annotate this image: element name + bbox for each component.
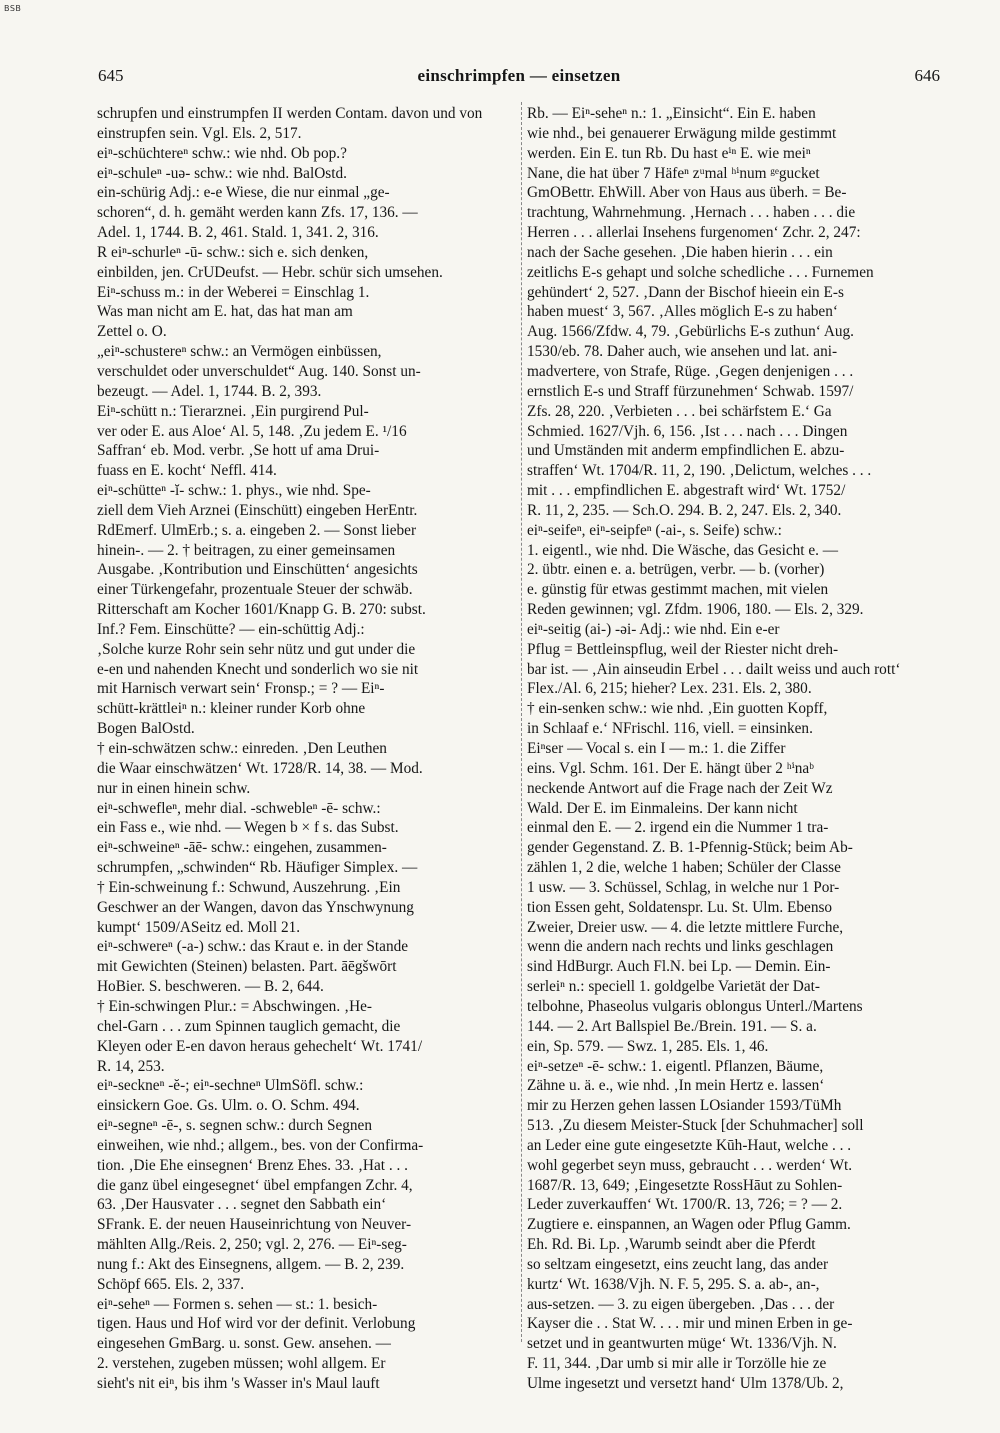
text-line: Rb. — Eiⁿ-seheⁿ n.: 1. „Einsicht“. Ein E. haben xyxy=(527,105,816,122)
text-line: † Ein-schwingen Plur.: = Abschwingen. ‚He- xyxy=(97,997,373,1015)
text-line: „eiⁿ-schustereⁿ schw.: an Vermögen einbüssen, xyxy=(97,343,382,361)
text-line: tigen. Haus und Hof wird vor der definit. Verlobung xyxy=(97,1315,416,1333)
text-line: mit Gewichten (Steinen) belasten. Part. āēgšwōrt xyxy=(97,958,397,976)
text-line: tion Essen geht, Soldatenspr. Lu. St. Ulm. Ebenso xyxy=(527,898,833,916)
text-line: Wald. Der E. im Einmaleins. Der kann nicht xyxy=(527,799,798,817)
text-line: die Waar einschwätzen‘ Wt. 1728/R. 14, 38. — Mod. xyxy=(97,759,423,777)
text-line: Pflug = Bettleinspflug, weil der Riester nicht dreh- xyxy=(527,640,839,658)
text-line: 2. verstehen, zugeben müssen; wohl allgem. Er xyxy=(97,1355,386,1373)
text-line: Aug. 1566/Zfdw. 4, 79. ‚Gebürlichs E-s zuthun‘ Aug. xyxy=(527,323,854,341)
text-line: ernstlich E-s und Straff fürzunehmen‘ Schwab. 1597/ xyxy=(527,382,854,400)
text-line: wohl gegerbet seyn muss, gebraucht . . . werden‘ Wt. xyxy=(527,1156,853,1174)
text-line: einbilden, jen. CrUDeufst. — Hebr. schür sich umsehen. xyxy=(97,263,443,281)
text-line: F. 11, 344. ‚Dar umb si mir alle ir Torzölle hie ze xyxy=(527,1355,827,1373)
text-line: verschuldet oder unverschuldet“ Aug. 140. Sonst un- xyxy=(97,362,421,380)
text-line: und Umständen mit anderm empfindlichen E. abzu- xyxy=(527,442,845,460)
text-line: Schöpf 665. Els. 2, 337. xyxy=(97,1275,245,1293)
text-line: die ganz übel eingesegnet‘ übel empfangen Zchr. 4, xyxy=(97,1176,413,1194)
text-line: so seltzam eingesetzt, eins zeucht lang, das ander xyxy=(527,1255,829,1273)
text-line: in Schlaaf e.‘ NFrischl. 116, viell. = einsinken. xyxy=(527,720,813,738)
text-line: trachtung, Wahrnehmung. ‚Hernach . . . haben . . . die xyxy=(527,204,856,222)
text-line: 1 usw. — 3. Schüssel, Schlag, in welche nur 1 Por- xyxy=(527,878,840,896)
text-line: † ein-schwätzen schw.: einreden. ‚Den Leuthen xyxy=(97,740,387,757)
text-line: HoBier. S. beschweren. — B. 2, 644. xyxy=(97,978,324,996)
text-line: sind HdBurgr. Auch Fl.N. bei Lp. — Demin. Ein- xyxy=(527,958,831,976)
text-line: hinein-. — 2. † beitragen, zu einer gemeinsamen xyxy=(97,541,396,559)
text-line: eiⁿ-setzeⁿ -ē- schw.: 1. eigentl. Pflanzen, Bäume, xyxy=(527,1057,824,1075)
text-line: fuass en E. kocht‘ Neffl. 414. xyxy=(97,462,277,480)
text-line: Zfs. 28, 220. ‚Verbieten . . . bei schärfstem E.‘ Ga xyxy=(527,402,832,420)
text-line: mir zu Herzen gehen lassen LOsiander 1593/TüMh xyxy=(527,1097,842,1115)
page-header xyxy=(98,66,940,90)
text-line: Zettel o. O. xyxy=(97,323,167,341)
text-line: † ein-senken schw.: wie nhd. ‚Ein guotten Kopff, xyxy=(527,700,828,718)
text-line: gender Gegenstand. Z. B. 1-Pfennig-Stück; beim Ab- xyxy=(527,839,853,857)
text-line: eiⁿ-schwefleⁿ, mehr dial. -schwebleⁿ -ē- schw.: xyxy=(97,799,381,817)
text-line: eiⁿ-seifeⁿ, eiⁿ-seipfeⁿ (-ai-, s. Seife) schw.: xyxy=(527,521,782,539)
text-line: Kayser die . . Stat W. . . . mir und minen Erben in ge- xyxy=(527,1315,853,1333)
text-line: 2. übtr. einen e. a. betrügen, verbr. — b. (vorher) xyxy=(527,561,825,579)
text-line: einweihen, wie nhd.; allgem., bes. von der Confirma- xyxy=(97,1136,424,1154)
text-line: ‚Solche kurze Rohr sein sehr nütz und gut under die xyxy=(97,640,416,658)
text-line: eiⁿ-schütteⁿ -ĭ- schw.: 1. phys., wie nhd. Spe- xyxy=(97,482,371,500)
text-line: Bogen BalOstd. xyxy=(97,720,195,738)
text-line: 63. ‚Der Hausvater . . . segnet den Sabbath ein‘ xyxy=(97,1196,387,1214)
text-line: telbohne, Phaseolus vulgaris oblongus Unterl./Martens xyxy=(527,997,863,1015)
text-line: Zweier, Dreier usw. — 4. die letzte mittlere Furche, xyxy=(527,918,844,936)
text-line: eins. Vgl. Schm. 161. Der E. hängt über 2 ʰⁱnaᵇ xyxy=(527,759,814,777)
right-column xyxy=(527,104,946,1394)
library-stamp: BSB xyxy=(4,4,22,13)
text-line: ein-schürig Adj.: e-e Wiese, die nur einmal „ge- xyxy=(97,184,390,202)
text-line: R eiⁿ-schurleⁿ -ū- schw.: sich e. sich denken, xyxy=(97,243,369,261)
text-line: schütt-krättleiⁿ n.: kleiner runder Korb ohne xyxy=(97,700,366,718)
text-line: 513. ‚Zu diesem Meister-Stuck [der Schuhmacher] soll xyxy=(527,1117,864,1135)
text-line: Eiⁿ-schuss m.: in der Weberei = Einschlag 1. xyxy=(97,283,370,301)
text-line: schoren“, d. h. gemäht werden kann Zfs. 17, 136. — xyxy=(97,204,418,222)
text-line: nach der Sache gesehen. ‚Die haben hierin . . . ein xyxy=(527,243,833,261)
text-line: Geschwer an der Wangen, davon das Ynschwynung xyxy=(97,898,414,916)
text-line: † Ein-schweinung f.: Schwund, Auszehrung. ‚Ein xyxy=(97,878,401,896)
text-line: Zugtiere e. einspannen, an Wagen oder Pflug Gamm. xyxy=(527,1216,851,1234)
text-line: madvertere, von Strafe, Rüge. ‚Gegen denjenigen . . . xyxy=(527,362,854,380)
text-line: Eiⁿser — Vocal s. ein I — m.: 1. die Ziffer xyxy=(527,740,786,757)
text-line: schrumpfen, „schwinden“ Rb. Häufiger Simplex. — xyxy=(97,859,418,877)
text-line: bar ist. — ‚Ain ainseudin Erbel . . . dailt weiss und auch rott‘ xyxy=(527,660,901,678)
text-line: Inf.? Fem. Einschütte? — ein-schüttig Adj.: xyxy=(97,620,365,638)
text-line: mählten Allg./Reis. 2, 250; vgl. 2, 276. — Eiⁿ-seg- xyxy=(97,1236,407,1254)
text-line: Leder zuverkauffen‘ Wt. 1700/R. 13, 726; = ? — 2. xyxy=(527,1196,843,1214)
text-line: tion. ‚Die Ehe einsegnen‘ Brenz Ehes. 33. ‚Hat . . . xyxy=(97,1156,408,1174)
page-number-right: 646 xyxy=(914,66,940,85)
text-line: werden. Ein E. tun Rb. Du hast eⁱⁿ E. wie meiⁿ xyxy=(527,144,811,162)
text-line: Nane, die hat über 7 Häfeⁿ zᵘmal ʰⁱnum ᵍᵉgucket xyxy=(527,164,820,182)
text-line: Eh. Rd. Bi. Lp. ‚Warumb seindt aber die Pferdt xyxy=(527,1236,816,1254)
text-line: e. günstig für etwas gestimmt machen, mit vielen xyxy=(527,581,829,599)
text-line: zeitlichs E-s gehapt und solche schedliche . . . Furnemen xyxy=(527,263,874,281)
text-line: einstrupfen sein. Vgl. Els. 2, 517. xyxy=(97,124,302,142)
text-line: schrupfen und einstrumpfen II werden Contam. davon und von xyxy=(97,105,483,122)
text-line: e-en und nahenden Knecht und sonderlich wo sie nit xyxy=(97,660,419,678)
text-line: wie nhd., bei genauerer Erwägung milde gestimmt xyxy=(527,124,837,142)
text-line: eiⁿ-segneⁿ -ē-, s. segnen schw.: durch Segnen xyxy=(97,1117,372,1135)
text-line: Kleyen oder E-en davon heraus gehechelt‘ Wt. 1741/ xyxy=(97,1037,423,1055)
text-line: nur in einen hinein schw. xyxy=(97,779,251,797)
text-line: einer Türkengefahr, prozentuale Steuer der schwäb. xyxy=(97,581,413,599)
text-line: eiⁿ-seckneⁿ -ĕ-; eiⁿ-sechneⁿ UlmSöfl. schw.: xyxy=(97,1077,364,1095)
text-line: 1687/R. 13, 649; ‚Eingesetzte RossHāut zu Sohlen- xyxy=(527,1176,843,1194)
text-line: ver oder E. aus Aloe‘ Al. 5, 148. ‚Zu jedem E. ¹/16 xyxy=(97,422,407,440)
text-line: eiⁿ-schüchtereⁿ schw.: wie nhd. Ob pop.? xyxy=(97,144,347,162)
text-line: haben muest‘ 3, 567. ‚Alles möglich E-s zu haben‘ xyxy=(527,303,838,321)
text-line: Herren . . . allerlai Insehens furgenomen‘ Zchr. 2, 247: xyxy=(527,224,861,242)
page-title: einschrimpfen — einsetzen xyxy=(417,66,621,85)
column-divider xyxy=(521,102,522,1342)
text-line: mit Harnisch verwart sein‘ Fronsp.; = ? — Eiⁿ- xyxy=(97,680,385,698)
text-line: eiⁿ-seitig (ai-) -əi- Adj.: wie nhd. Ein e-er xyxy=(527,620,780,638)
text-line: kumpt‘ 1509/ASeitz ed. Moll 21. xyxy=(97,918,301,936)
text-line: kurtz‘ Wt. 1638/Vjh. N. F. 5, 295. S. a. ab-, an-, xyxy=(527,1275,820,1293)
text-line: zählen 1, 2 die, welche 1 haben; Schüler der Classe xyxy=(527,859,841,877)
text-line: einsickern Goe. Gs. Ulm. o. O. Schm. 494. xyxy=(97,1097,360,1115)
page-number-left: 645 xyxy=(98,66,124,85)
text-line: Saffran‘ eb. Mod. verbr. ‚Se hott uf ama Drui- xyxy=(97,442,380,460)
text-line: sieht's nit eiⁿ, bis ihm 's Wasser in's Maul lauft xyxy=(97,1375,380,1392)
text-line: einmal den E. — 2. irgend ein die Nummer 1 tra- xyxy=(527,819,829,837)
text-line: Zähne u. ä. e., wie nhd. ‚In mein Hertz e. lassen‘ xyxy=(527,1077,825,1095)
text-line: Was man nicht am E. hat, das hat man am xyxy=(97,303,353,321)
text-line: gehündert‘ 2, 527. ‚Dann der Bischof hieein ein E-s xyxy=(527,283,844,301)
text-line: eiⁿ-schweineⁿ -āē- schw.: eingehen, zusammen- xyxy=(97,839,387,857)
text-line: Ausgabe. ‚Kontribution und Einschütten‘ angesichts xyxy=(97,561,418,579)
left-column xyxy=(97,104,516,1394)
text-line: Reden gewinnen; vgl. Zfdm. 1906, 180. — Els. 2, 329. xyxy=(527,601,864,619)
text-line: eiⁿ-schuleⁿ -uə- schw.: wie nhd. BalOstd. xyxy=(97,164,347,182)
text-line: eiⁿ-schwereⁿ (-a-) schw.: das Kraut e. in der Stande xyxy=(97,938,409,956)
text-line: chel-Garn . . . zum Spinnen tauglich gemacht, die xyxy=(97,1017,401,1035)
text-line: GmOBettr. EhWill. Aber von Haus aus überh. = Be- xyxy=(527,184,847,202)
text-line: setzet und in geantwurten müge‘ Wt. 1336/Vjh. N. xyxy=(527,1335,837,1353)
text-line: nung f.: Akt des Einsegnens, allgem. — B. 2, 239. xyxy=(97,1255,405,1273)
text-line: Ritterschaft am Kocher 1601/Knapp G. B. 270: subst. xyxy=(97,601,426,619)
text-line: neckende Antwort auf die Frage nach der Zeit Wz xyxy=(527,779,833,797)
text-line: ein Fass e., wie nhd. — Wegen b × f s. das Subst. xyxy=(97,819,399,837)
text-line: Eiⁿ-schütt n.: Tierarznei. ‚Ein purgirend Pul- xyxy=(97,402,369,420)
text-line: wenn die andern nach rechts und links geschlagen xyxy=(527,938,834,956)
text-line: Adel. 1, 1744. B. 2, 461. Stald. 1, 341. 2, 316. xyxy=(97,224,379,242)
text-line: 144. — 2. Art Ballspiel Be./Brein. 191. — S. a. xyxy=(527,1017,817,1035)
text-line: RdEmerf. UlmErb.; s. a. eingeben 2. — Sonst lieber xyxy=(97,521,417,539)
text-line: Flex./Al. 6, 215; hieher? Lex. 231. Els. 2, 380. xyxy=(527,680,812,698)
text-line: straffen‘ Wt. 1704/R. 11, 2, 190. ‚Delictum, welches . . . xyxy=(527,462,872,480)
text-line: serleiⁿ n.: speciell 1. goldgelbe Varietät der Dat- xyxy=(527,978,820,996)
text-line: bezeugt. — Adel. 1, 1744. B. 2, 393. xyxy=(97,382,322,400)
text-line: R. 14, 253. xyxy=(97,1057,165,1075)
text-line: eingesehen GmBarg. u. sonst. Gew. ansehen. — xyxy=(97,1335,391,1353)
text-line: an Leder eine gute eingesetzte Kūh-Haut, welche . . . xyxy=(527,1136,852,1154)
text-line: mit . . . empfindlichen E. abgestraft wird‘ Wt. 1752/ xyxy=(527,482,846,500)
text-line: eiⁿ-seheⁿ — Formen s. sehen — st.: 1. besich- xyxy=(97,1295,378,1313)
text-line: Ulme ingesetzt und versetzt hand‘ Ulm 1378/Ub. 2, xyxy=(527,1375,844,1392)
text-line: aus-setzen. — 3. zu eigen übergeben. ‚Das . . . der xyxy=(527,1295,835,1313)
text-line: SFrank. E. der neuen Hauseinrichtung von Neuver- xyxy=(97,1216,412,1234)
text-line: R. 11, 2, 235. — Sch.O. 294. B. 2, 247. Els. 2, 340. xyxy=(527,501,842,519)
text-line: 1530/eb. 78. Daher auch, wie ansehen und lat. ani- xyxy=(527,343,838,361)
text-line: ein, Sp. 579. — Swz. 1, 285. Els. 1, 46. xyxy=(527,1037,769,1055)
text-line: ziell dem Vieh Arznei (Einschütt) eingeben HerEntr. xyxy=(97,501,418,519)
text-line: Schmied. 1627/Vjh. 6, 156. ‚Ist . . . nach . . . Dingen xyxy=(527,422,848,440)
text-line: 1. eigentl., wie nhd. Die Wäsche, das Gesicht e. — xyxy=(527,541,839,559)
